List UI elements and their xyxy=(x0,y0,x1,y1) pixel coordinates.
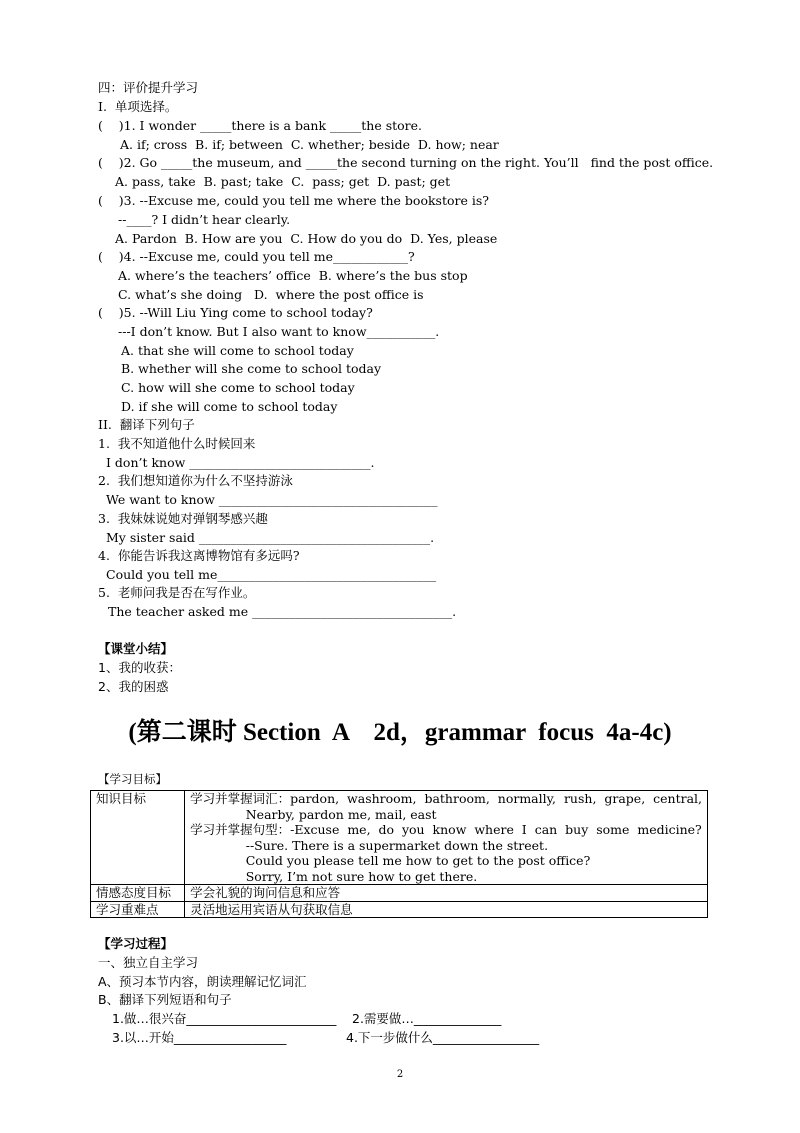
table-row xyxy=(91,791,708,885)
goals-heading: 【学习目标】 xyxy=(98,772,167,786)
objectives-table xyxy=(90,790,708,918)
question-1-options: A. if; cross B. if; between C. whether; beside D. how; near xyxy=(120,137,499,152)
process-step-1: 一、独立自主学习 xyxy=(98,955,199,970)
process-step-b: B、翻译下列短语和句子 xyxy=(98,992,232,1007)
question-2-options: A. pass, take B. past; take C. pass; get D. past; get xyxy=(115,174,451,189)
question-5-option-c: C. how will she come to school today xyxy=(121,380,355,395)
objective-label: 知识目标 xyxy=(91,791,185,885)
table-row xyxy=(91,901,708,918)
summary-confusion: 2、我的困惑 xyxy=(98,679,169,694)
summary-heading: 【课堂小结】 xyxy=(98,641,174,656)
translate-3-english: My sister said _____________________________________. xyxy=(106,530,435,545)
objective-content: 灵活地运用宾语从句获取信息 xyxy=(185,901,708,918)
translate-1-english: I don’t know _____________________________. xyxy=(106,455,375,470)
process-heading: 【学习过程】 xyxy=(98,936,174,951)
question-5-option-b: B. whether will she come to school today xyxy=(121,361,382,376)
objective-content: 学会礼貌的询问信息和应答 xyxy=(185,885,708,902)
question-3: ( )3. --Excuse me, could you tell me where the bookstore is? xyxy=(98,193,489,208)
translate-4-chinese: 4. 你能告诉我这离博物馆有多远吗? xyxy=(98,548,300,563)
question-4: ( )4. --Excuse me, could you tell me____________? xyxy=(98,249,415,264)
phrase-1: 1.做…很兴奋________________________ xyxy=(112,1011,337,1026)
question-5: ( )5. --Will Liu Ying come to school today? xyxy=(98,305,373,320)
question-3-line-2: --____? I didn’t hear clearly. xyxy=(118,212,291,227)
translate-1-chinese: 1. 我不知道他什么时候回来 xyxy=(98,436,256,451)
phrase-3: 3.以…开始__________________ xyxy=(112,1030,287,1045)
translate-5-english: The teacher asked me ________________________________. xyxy=(108,604,457,619)
phrase-2: 2.需要做…______________ xyxy=(352,1011,502,1026)
summary-gain: 1、我的收获： xyxy=(98,660,181,675)
translate-2-chinese: 2. 我们想知道你为什么不坚持游泳 xyxy=(98,473,293,488)
question-5-option-d: D. if she will come to school today xyxy=(121,399,338,414)
part-two-heading: II. 翻译下列句子 xyxy=(98,417,195,432)
process-step-a: A、预习本节内容，朗读理解记忆词汇 xyxy=(98,974,307,989)
translate-5-chinese: 5. 老师问我是否在写作业。 xyxy=(98,585,256,600)
translate-3-chinese: 3. 我妹妹说她对弹钢琴感兴趣 xyxy=(98,511,268,526)
table-row xyxy=(91,885,708,902)
objective-content: 学习并掌握词汇：pardon, washroom, bathroom, normally, rush, grape, central, Nearby, pardon me, mail, east 学习并掌握句型：-Excuse me, do you know where I can buy some medicine? --Sure. There is a supermarket down the street. Could you please tell me how to get to the post office? Sorry, I’m not sure how to get there. xyxy=(185,791,708,885)
question-1: ( )1. I wonder _____there is a bank _____the store. xyxy=(98,118,423,133)
phrase-4: 4.下一步做什么_________________ xyxy=(346,1030,540,1045)
question-4-options-1: A. where’s the teachers’ office B. where’s the bus stop xyxy=(118,268,468,283)
question-5-option-a: A. that she will come to school today xyxy=(121,343,354,358)
question-3-options: A. Pardon B. How are you C. How do you do D. Yes, please xyxy=(115,231,498,246)
question-2: ( )2. Go _____the museum, and _____the second turning on the right. You’ll find the post office. xyxy=(98,155,714,170)
part-one-heading: I. 单项选择。 xyxy=(98,99,178,114)
page-number: 2 xyxy=(396,1069,404,1080)
section-heading: 四：评价提升学习 xyxy=(98,80,199,95)
question-4-options-2: C. what’s she doing D. where the post office is xyxy=(118,287,424,302)
question-5-line-2: ---I don’t know. But I also want to know___________. xyxy=(118,324,440,339)
objective-label: 情感态度目标 xyxy=(91,885,185,902)
objective-label: 学习重难点 xyxy=(91,901,185,918)
translate-2-english: We want to know ___________________________________ xyxy=(106,492,438,507)
lesson-title: (第二课时 Section A 2d，grammar focus 4a-4c) xyxy=(128,719,672,746)
translate-4-english: Could you tell me___________________________________ xyxy=(106,567,437,582)
